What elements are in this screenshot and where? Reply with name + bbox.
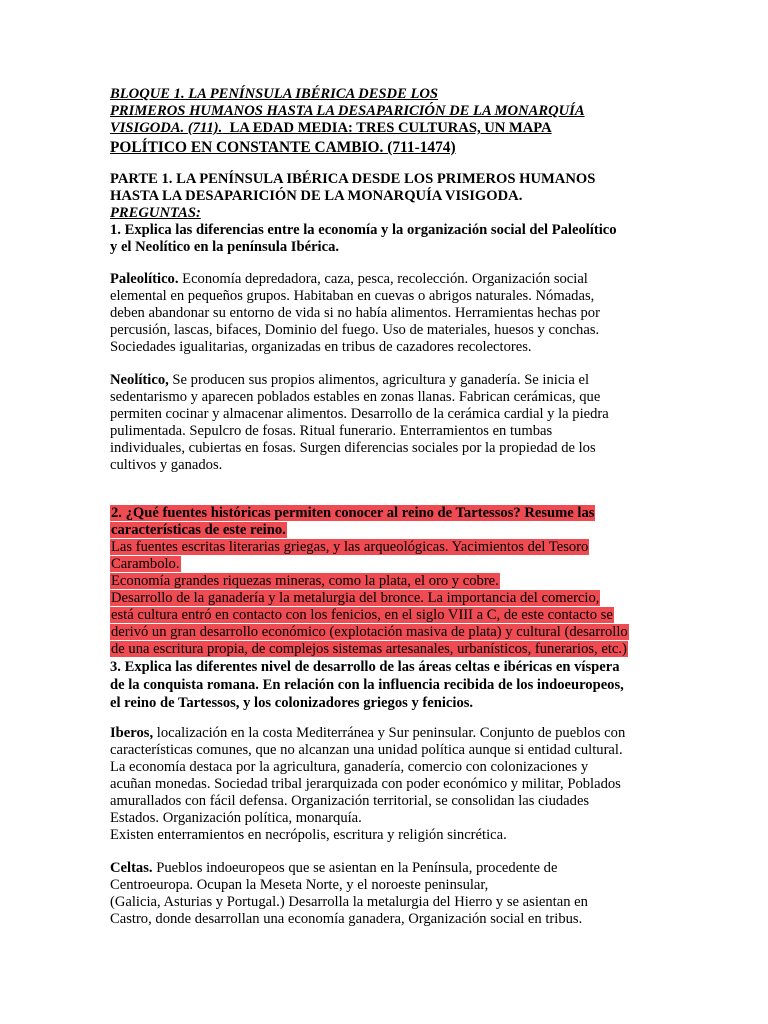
q2-answer-line-4 — [110, 590, 600, 607]
iberos-line-5: amurallados con fácil defensa. Organización territorial, se consolidan las ciudades — [110, 793, 590, 809]
q1-line-2: y el Neolítico en la península Ibérica. — [110, 239, 340, 255]
q2-answer-text-2: Carambolo. — [111, 556, 180, 572]
neolitico-line-5: individuales, cubiertas en fosas. Surgen diferencias sociales por la propiedad de los — [110, 440, 596, 456]
title-line-3-bold: LA EDAD MEDIA: TRES CULTURAS, UN MAPA — [229, 120, 552, 136]
q3-line-1: 3. Explica las diferentes nivel de desarrollo de las áreas celtas e ibéricas en víspera — [110, 659, 620, 675]
iberos-line-7: Existen enterramientos en necrópolis, escritura y religión sincrética. — [110, 827, 507, 843]
title-line-2: PRIMEROS HUMANOS HASTA LA DESAPARICIÓN DE LA MONARQUÍA — [110, 103, 585, 119]
paleolitico-line-5: Sociedades igualitarias, organizadas en tribus de cazadores recolectores. — [110, 339, 532, 355]
q2-answer-line-1 — [110, 539, 589, 556]
iberos-line-4: acuñan monedas. Sociedad tribal jerarquizada con poder económico y militar, Poblados — [110, 776, 621, 792]
paleolitico-line-2: elemental en pequeños grupos. Habitaban en cuevas o abrigos naturales. Nómadas, — [110, 288, 595, 304]
celtas-line-4: Castro, donde desarrollan una economía ganadera, Organización social en tribus. — [110, 911, 583, 927]
parte-heading-2: HASTA LA DESAPARICIÓN DE LA MONARQUÍA VISIGODA. — [110, 188, 523, 204]
paleolitico-line-1 — [110, 271, 588, 288]
q3-line-3: el reino de Tartessos, y los colonizadores griegos y fenicios. — [110, 695, 474, 711]
iberos-line-1 — [110, 725, 625, 742]
q2-question-line-1 — [110, 505, 595, 522]
q2-answer-line-6 — [110, 624, 629, 641]
q2-question-text-1: 2. ¿Qué fuentes históricas permiten conocer al reino de Tartessos? Resume las — [111, 505, 595, 521]
neolitico-text-1: Se producen sus propios alimentos, agricultura y ganadería. Se inicia el — [168, 372, 590, 388]
celtas-line-1 — [110, 860, 557, 877]
q2-question-text-2: características de este reino. — [111, 522, 286, 538]
paleolitico-text-1: Economía depredadora, caza, pesca, recolección. Organización social — [178, 271, 588, 287]
celtas-line-3: (Galicia, Asturias y Portugal.) Desarrolla la metalurgia del Hierro y se asientan en — [110, 894, 588, 910]
celtas-text-1: Pueblos indoeuropeos que se asientan en la Península, procedente de — [152, 860, 558, 876]
paleolitico-term: Paleolítico. — [110, 271, 179, 287]
q3-line-2: de la conquista romana. En relación con la influencia recibida de los indoeuropeos, — [110, 677, 624, 693]
q2-question-line-2 — [110, 522, 287, 539]
q2-answer-text-6: derivó un gran desarrollo económico (explotación masiva de plata) y cultural (desarrollo — [111, 624, 628, 640]
iberos-text-1: localización en la costa Mediterránea y Sur peninsular. Conjunto de pueblos con — [153, 725, 626, 741]
title-line-4: POLÍTICO EN CONSTANTE CAMBIO. (711-1474) — [110, 139, 456, 156]
q2-answer-line-3 — [110, 573, 500, 590]
iberos-line-3: La economía destaca por la agricultura, ganadería, comercio con colonizaciones y — [110, 759, 589, 775]
title-line-3 — [110, 120, 552, 137]
q2-answer-line-5 — [110, 607, 614, 624]
title-line-1: BLOQUE 1. LA PENÍNSULA IBÉRICA DESDE LOS — [110, 86, 439, 102]
neolitico-line-4: pulimentada. Sepulcro de fosas. Ritual funerario. Enterramientos en tumbas — [110, 423, 553, 439]
q2-answer-text-1: Las fuentes escritas literarias griegas, y las arqueológicas. Yacimientos del Tesoro — [111, 539, 589, 555]
neolitico-line-1 — [110, 372, 589, 389]
title-line-3-italic: VISIGODA. (711). — [110, 120, 223, 136]
q2-answer-text-7: de una escritura propia, de complejos sistemas artesanales, urbanísticos, funerarios, etc.) — [111, 641, 627, 657]
neolitico-line-3: permiten cocinar y almacenar alimentos. Desarrollo de la cerámica cardial y la piedra — [110, 406, 609, 422]
iberos-term: Iberos, — [110, 725, 154, 741]
neolitico-term: Neolítico, — [110, 372, 169, 388]
iberos-line-6: Estados. Organización política, monarquía. — [110, 810, 362, 826]
iberos-line-2: características comunes, que no alcanzan una unidad política aunque si entidad cultural. — [110, 742, 623, 758]
paleolitico-line-3: deben abandonar su entorno de vida si no había alimentos. Herramientas hechas por — [110, 305, 600, 321]
preguntas-label: PREGUNTAS: — [110, 205, 201, 221]
neolitico-line-2: sedentarismo y aparecen poblados estables en zonas llanas. Fabrican cerámicas, que — [110, 389, 601, 405]
neolitico-line-6: cultivos y ganados. — [110, 457, 223, 473]
celtas-line-2: Centroeuropa. Ocupan la Meseta Norte, y el noroeste peninsular, — [110, 877, 489, 893]
celtas-term: Celtas. — [110, 860, 153, 876]
parte-heading-1: PARTE 1. LA PENÍNSULA IBÉRICA DESDE LOS PRIMEROS HUMANOS — [110, 171, 596, 187]
q2-answer-text-4: Desarrollo de la ganadería y la metalurgia del bronce. La importancia del comercio, — [111, 590, 600, 606]
q2-answer-line-7 — [110, 641, 628, 658]
q2-answer-text-5: está cultura entró en contacto con los fenicios, en el siglo VIII a C, de este contacto se — [111, 607, 613, 623]
q2-answer-line-2 — [110, 556, 181, 573]
q2-answer-text-3: Economía grandes riquezas mineras, como la plata, el oro y cobre. — [111, 573, 499, 589]
paleolitico-line-4: percusión, lascas, bifaces, Dominio del fuego. Uso de materiales, huesos y conchas. — [110, 322, 600, 338]
q1-line-1: 1. Explica las diferencias entre la economía y la organización social del Paleolítico — [110, 222, 617, 238]
